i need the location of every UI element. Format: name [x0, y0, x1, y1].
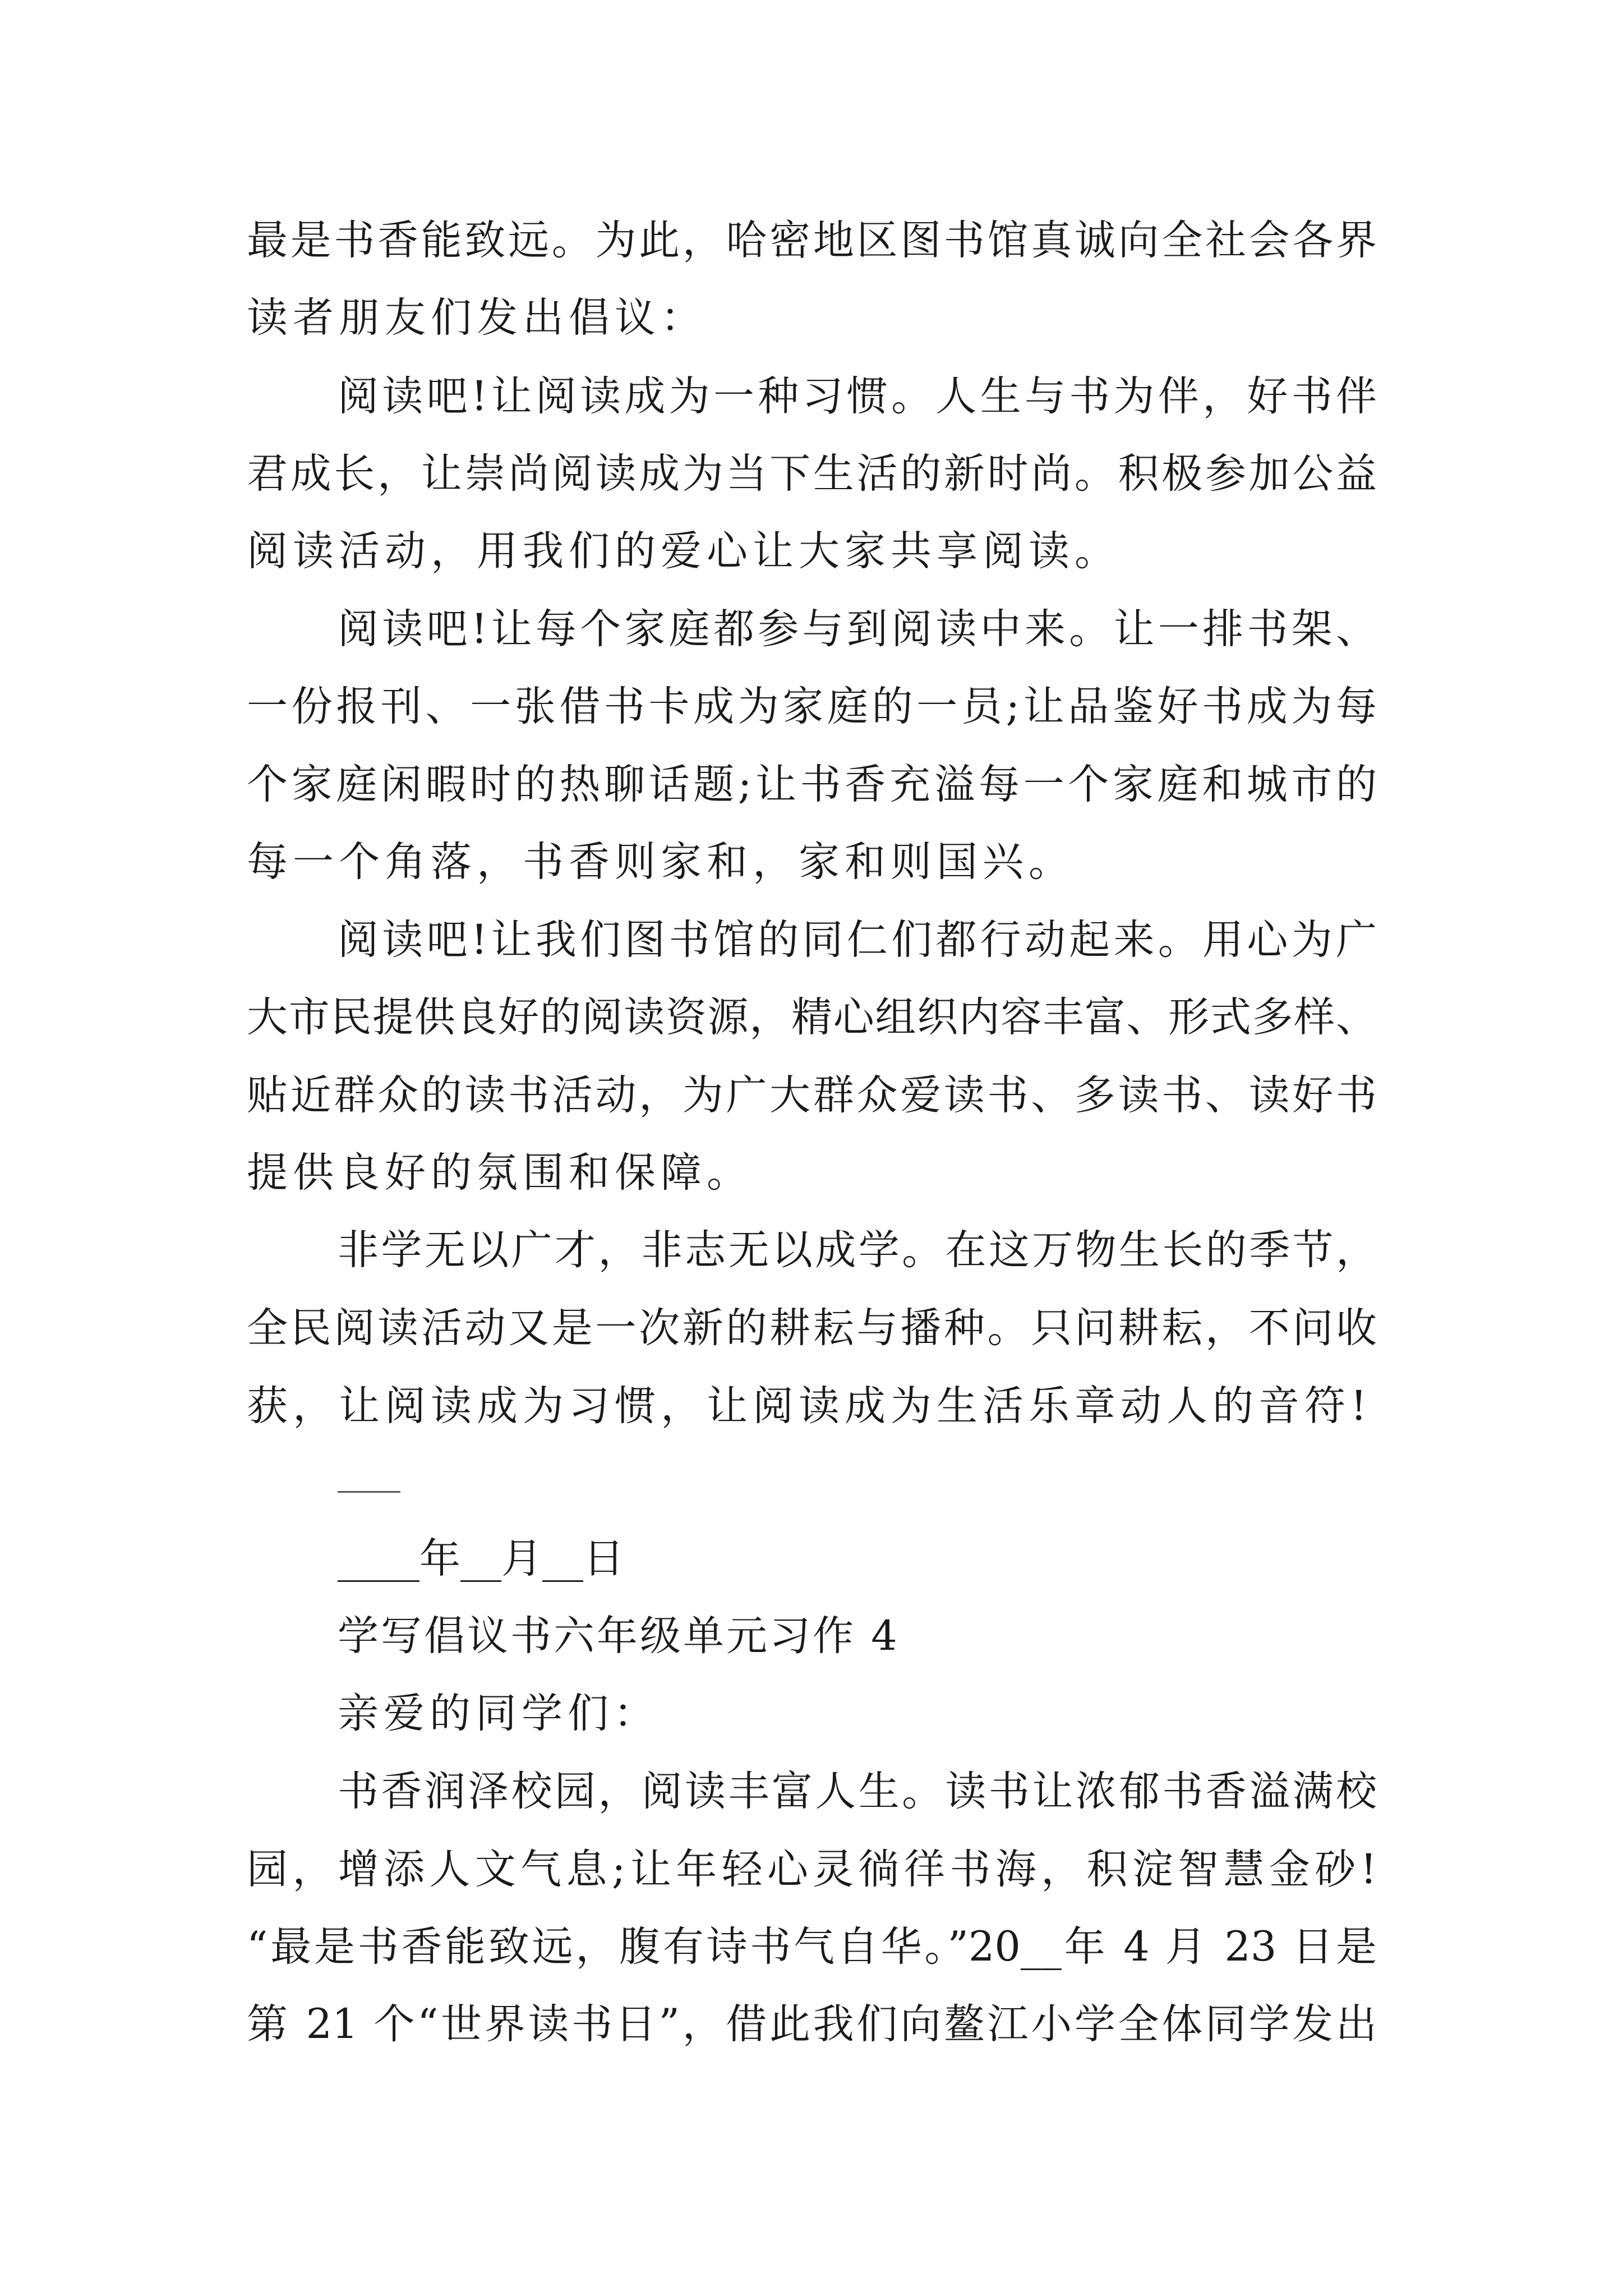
text-line: 大市民提供良好的阅读资源，精心组织内容丰富、形式多样、	[247, 993, 1377, 1041]
text-line: 全民阅读活动又是一次新的耕耘与播种。只问耕耘，不问收	[247, 1304, 1377, 1352]
text-line: 个家庭闲暇时的热聊话题;让书香充溢每一个家庭和城市的	[247, 761, 1377, 808]
text-line: 每一个角落，书香则家和，家和则国兴。	[247, 838, 1075, 886]
date-line: ____年__月__日	[338, 1535, 624, 1582]
section-title: 学写倡议书六年级单元习作 4	[338, 1612, 900, 1660]
paragraph-start: 阅读吧!让阅读成为一种习惯。人生与书为伴，好书伴	[338, 372, 1377, 420]
text-line: 提供良好的氛围和保障。	[247, 1149, 753, 1197]
text-line: 园，增添人文气息;让年轻心灵徜徉书海，积淀智慧金砂!	[247, 1846, 1377, 1893]
paragraph-start: 阅读吧!让我们图书馆的同仁们都行动起来。用心为广	[338, 916, 1377, 964]
paragraph-start: 书香润泽校园，阅读丰富人生。读书让浓郁书香溢满校	[338, 1768, 1377, 1815]
paragraph-start: 非学无以广才，非志无以成学。在这万物生长的季节，	[338, 1226, 1377, 1274]
text-line: 获，让阅读成为习惯，让阅读成为生活乐章动人的音符!	[247, 1382, 1372, 1430]
signature-blank-line	[338, 1491, 400, 1493]
text-line: 最是书香能致远。为此，哈密地区图书馆真诚向全社会各界	[247, 217, 1377, 264]
text-line: “最是书香能致远，腹有诗书气自华。”20__年 4 月 23 日是	[247, 1923, 1377, 1971]
text-line: 阅读活动，用我们的爱心让大家共享阅读。	[247, 527, 1121, 575]
text-line: 一份报刊、一张借书卡成为家庭的一员;让品鉴好书成为每	[247, 683, 1377, 730]
text-line: 贴近群众的读书活动，为广大群众爱读书、多读书、读好书	[247, 1071, 1377, 1119]
salutation: 亲爱的同学们：	[338, 1690, 660, 1737]
text-line: 读者朋友们发出倡议：	[247, 294, 707, 342]
paragraph-start: 阅读吧!让每个家庭都参与到阅读中来。让一排书架、	[338, 605, 1377, 653]
text-line: 君成长，让崇尚阅读成为当下生活的新时尚。积极参加公益	[247, 450, 1377, 498]
text-line: 第 21 个“世界读书日”，借此我们向鳌江小学全体同学发出	[247, 2000, 1377, 2048]
